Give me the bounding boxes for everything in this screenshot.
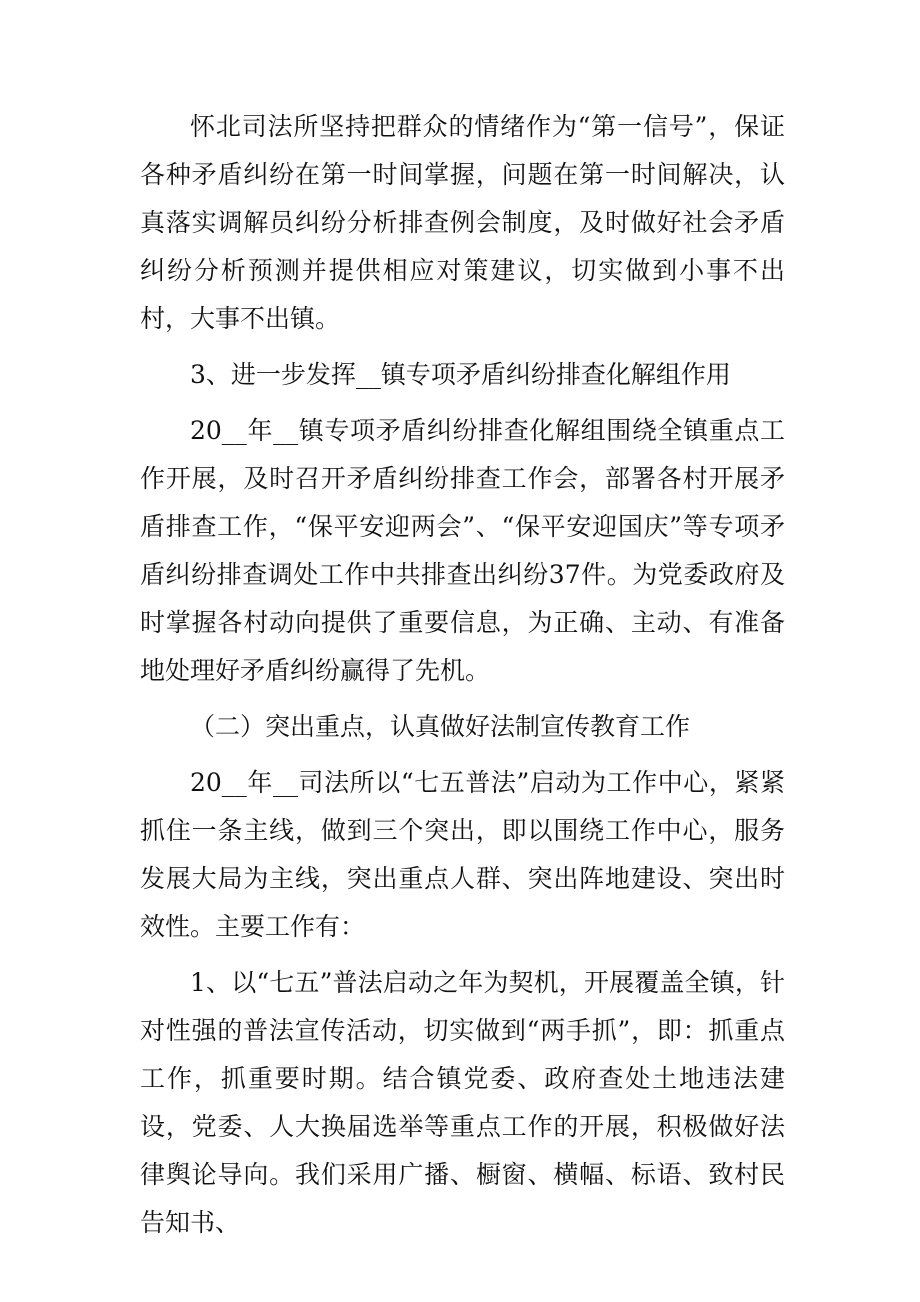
paragraph-dispute-first-signal: 怀北司法所坚持把群众的情绪作为“第一信号”，保证各种矛盾纠纷在第一时间掌握，问题在第一时间解决，认真落实调解员纠纷分析排查例会制度，及时做好社会矛盾纠纷分析预测并提供相应对策建议，切实做到小事不出村，大事不出镇。 xyxy=(140,112,785,333)
paragraph-item-1: 1、以“七五”普法启动之年为契机，开展覆盖全镇，针对性强的普法宣传活动，切实做到“两手抓”，即：抓重点工作，抓重要时期。结合镇党委、政府查处土地违法建设，党委、人大换届选举等重点工作的开展，积极做好法律舆论导向。我们采用广播、橱窗、横幅、标语、致村民告知书、 xyxy=(140,968,785,1237)
paragraph-seventh-five-year-law: 20__年__司法所以“七五普法”启动为工作中心，紧紧抓住一条主线，做到三个突出，即以围绕工作中心，服务发展大局为主线，突出重点人群、突出阵地建设、突出时效性。主要工作有： xyxy=(140,768,785,941)
section-heading-2: （二）突出重点，认真做好法制宣传教育工作 xyxy=(190,712,691,741)
subheading-item-3: 3、进一步发挥__镇专项矛盾纠纷排查化解组作用 xyxy=(190,360,731,389)
document-body xyxy=(140,103,785,1255)
paragraph-special-team: 20__年__镇专项矛盾纠纷排查化解组围绕全镇重点工作开展，及时召开矛盾纠纷排查工作会，部署各村开展矛盾排查工作，“保平安迎两会”、“保平安迎国庆”等专项矛盾纠纷排查调处工作中共排查出纠纷37件。为党委政府及时掌握各村动向提供了重要信息，为正确、主动、有准备地处理好矛盾纠纷赢得了先机。 xyxy=(140,416,785,685)
